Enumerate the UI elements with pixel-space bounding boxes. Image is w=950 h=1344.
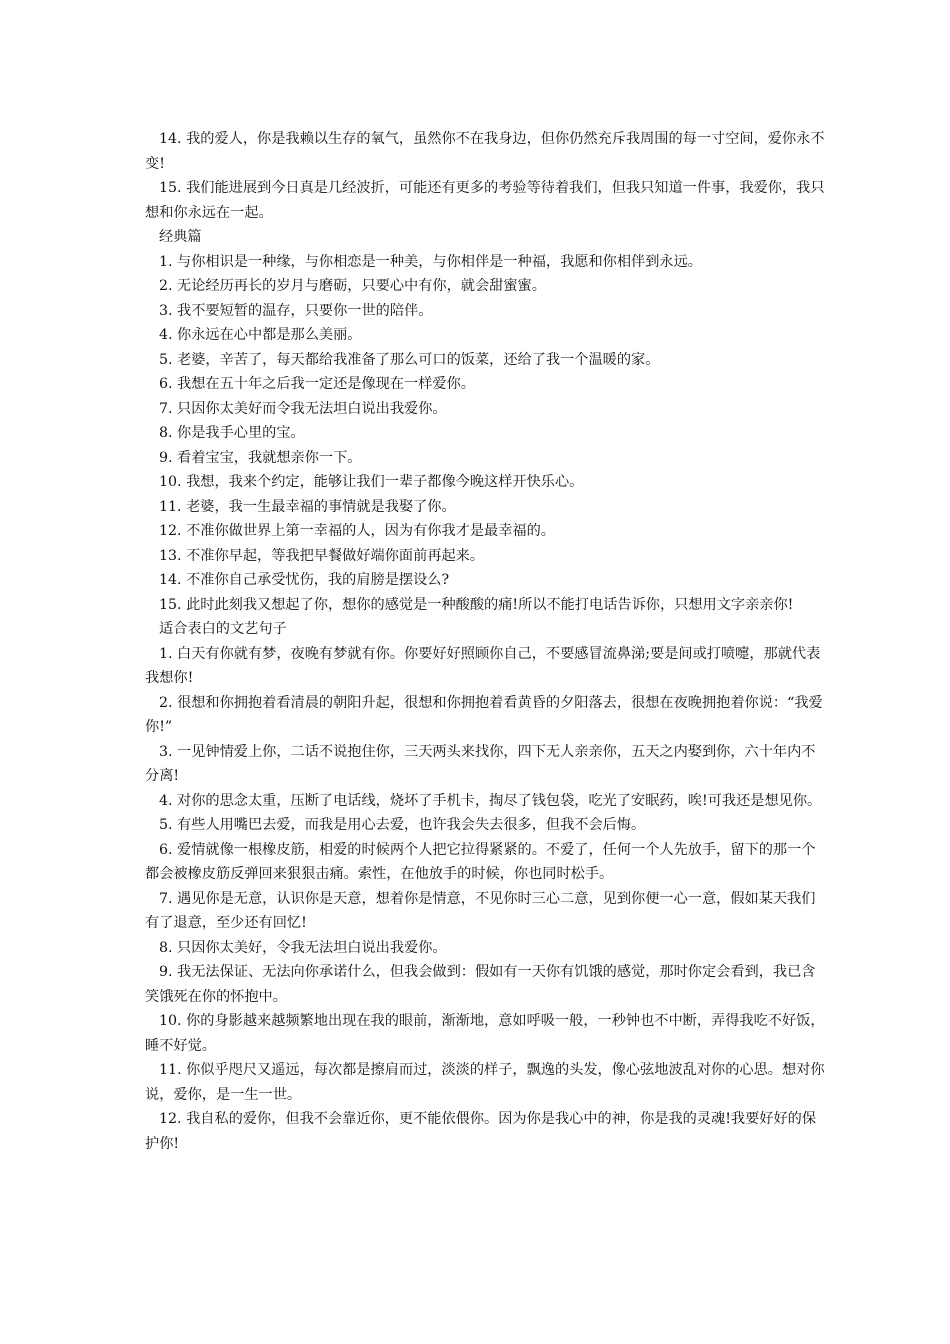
list-item: 15. 此时此刻我又想起了你，想你的感觉是一种酸酸的痛!所以不能打电话告诉你，只想用文字亲亲你! <box>159 596 794 613</box>
list-item: 9. 我无法保证、无法向你承诺什么，但我会做到：假如有一天你有饥饿的感觉，那时你定会看到，我已含笑饿死在你的怀抱中。 <box>145 964 816 1005</box>
list-item: 6. 爱情就像一根橡皮筋，相爱的时候两个人把它拉得紧紧的。不爱了，任何一个人先放手，留下的那一个都会被橡皮筋反弹回来狠狠击痛。索性，在他放手的时候，你也同时松手。 <box>145 841 816 882</box>
section-heading-literary: 适合表白的文艺句子 <box>159 621 287 637</box>
list-item: 11. 老婆，我一生最幸福的事情就是我娶了你。 <box>159 498 456 515</box>
list-item: 1. 白天有你就有梦，夜晚有梦就有你。你要好好照顾你自己，不要感冒流鼻涕;要是间或打喷嚏，那就代表我想你! <box>145 645 821 686</box>
list-item: 14. 不准你自己承受忧伤，我的肩膀是摆设么? <box>159 572 450 588</box>
list-item: 2. 很想和你拥抱着看清晨的朝阳升起，很想和你拥抱着看黄昏的夕阳落去，很想在夜晚拥抱着你说：“我爱你!” <box>145 694 823 735</box>
list-item: 2. 无论经历再长的岁月与磨砺，只要心中有你，就会甜蜜蜜。 <box>159 278 546 294</box>
list-item: 3. 一见钟情爱上你，二话不说抱住你，三天两头来找你，四下无人亲亲你，五天之内娶到你，六十年内不分离! <box>145 743 816 784</box>
list-item: 5. 老婆，辛苦了，每天都给我准备了那么可口的饭菜，还给了我一个温暖的家。 <box>159 351 660 368</box>
list-item: 11. 你似乎咫尺又遥远，每次都是擦肩而过，淡淡的样子，飘逸的头发，像心弦地波乱对你的心思。想对你说，爱你，是一生一世。 <box>145 1062 825 1103</box>
list-item: 13. 不准你早起，等我把早餐做好端你面前再起来。 <box>159 547 485 564</box>
document-body <box>145 127 825 1156</box>
list-item: 10. 我想，我来个约定，能够让我们一辈子都像今晚这样开快乐心。 <box>159 474 584 490</box>
section-heading-classic: 经典篇 <box>159 229 202 245</box>
list-item: 6. 我想在五十年之后我一定还是像现在一样爱你。 <box>159 376 475 392</box>
list-item: 7. 遇见你是无意，认识你是天意，想着你是情意，不见你时三心二意，见到你便一心一意，假如某天我们有了退意，至少还有回忆! <box>145 890 816 931</box>
list-item: 9. 看着宝宝，我就想亲你一下。 <box>159 449 362 466</box>
paragraph: 15. 我们能进展到今日真是几经波折，可能还有更多的考验等待着我们，但我只知道一件事，我爱你，我只想和你永远在一起。 <box>145 180 825 221</box>
list-item: 4. 你永远在心中都是那么美丽。 <box>159 327 362 343</box>
list-item: 5. 有些人用嘴巴去爱，而我是用心去爱，也许我会失去很多，但我不会后悔。 <box>159 817 646 833</box>
list-item: 8. 你是我手心里的宝。 <box>159 425 305 441</box>
list-item: 8. 只因你太美好，令我无法坦白说出我爱你。 <box>159 939 447 956</box>
list-item: 10. 你的身影越来越频繁地出现在我的眼前，渐渐地，意如呼吸一般，一秒钟也不中断，弄得我吃不好饭，睡不好觉。 <box>145 1013 825 1054</box>
list-item: 7. 只因你太美好而令我无法坦白说出我爱你。 <box>159 400 447 417</box>
list-item: 1. 与你相识是一种缘，与你相恋是一种美，与你相伴是一种福，我愿和你相伴到永远。 <box>159 253 702 270</box>
paragraph: 14. 我的爱人，你是我赖以生存的氧气，虽然你不在我身边，但你仍然充斥我周围的每一寸空间，爱你永不变! <box>145 131 825 172</box>
list-item: 12. 我自私的爱你，但我不会靠近你，更不能依偎你。因为你是我心中的神，你是我的灵魂!我要好好的保护你! <box>145 1111 817 1152</box>
list-item: 12. 不准你做世界上第一幸福的人，因为有你我才是最幸福的。 <box>159 523 555 539</box>
list-item: 4. 对你的思念太重，压断了电话线，烧坏了手机卡，掏尽了钱包袋，吃光了安眠药，唉!可我还是想见你。 <box>159 792 822 809</box>
list-item: 3. 我不要短暂的温存，只要你一世的陪伴。 <box>159 302 433 319</box>
